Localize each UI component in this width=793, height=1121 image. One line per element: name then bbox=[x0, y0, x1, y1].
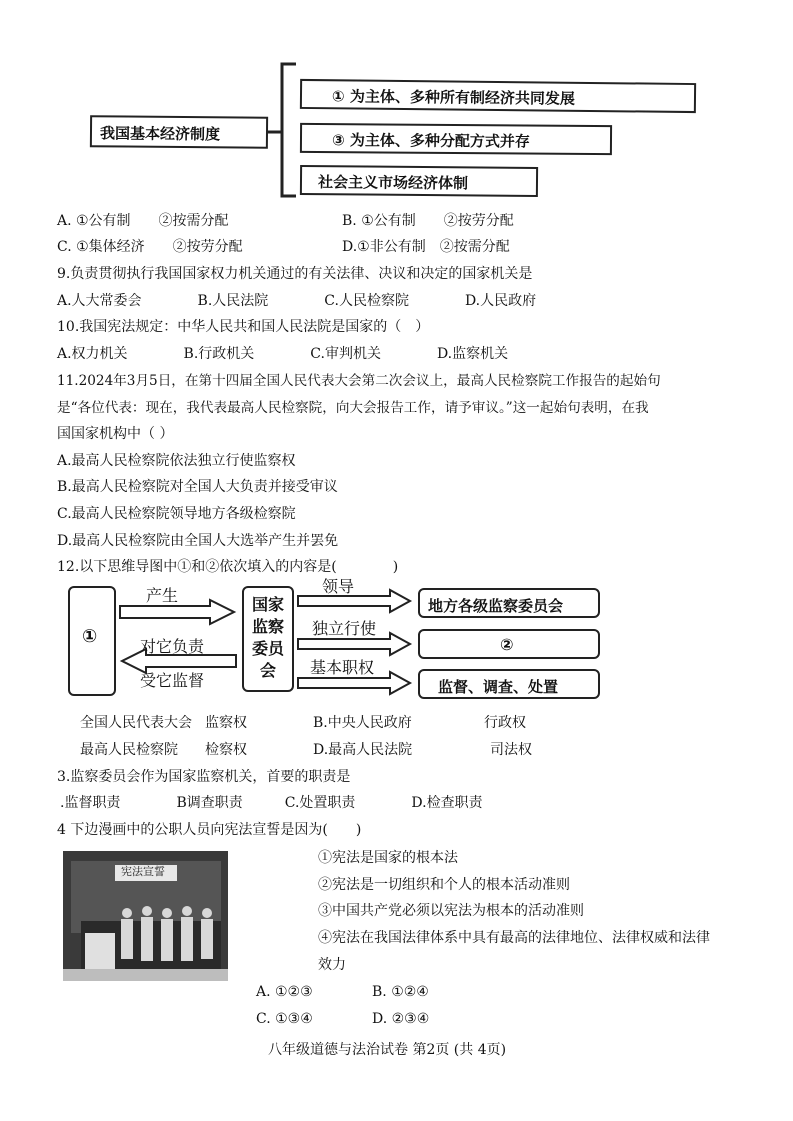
oath-banner-text: 宪法宣誓 bbox=[121, 865, 165, 878]
q13-options: .监督职责 B调查职责 C.处置职责 D.检查职责 bbox=[60, 795, 483, 811]
q12-option-d-power: 司法权 bbox=[490, 742, 532, 758]
mindmap-center-line-3: 委员 bbox=[251, 639, 284, 658]
mindmap-center-line-2: 监察 bbox=[251, 617, 284, 636]
q10-options: A.权力机关 B.行政机关 C.审判机关 D.监察机关 bbox=[57, 346, 509, 362]
q12-option-d-text: D.最高人民法院 bbox=[313, 742, 413, 758]
q14-statement-2: ②宪法是一切组织和个人的根本活动准则 bbox=[318, 877, 570, 893]
q13-stem: 3.监察委员会作为国家监察机关，首要的职责是 bbox=[57, 769, 351, 785]
q12-option-b-power: 行政权 bbox=[484, 715, 526, 731]
q12-option-b-text: B.中央人民政府 bbox=[313, 715, 412, 731]
q14-statement-4: ④宪法在我国法律体系中具有最高的法律地位、法律权威和法律 bbox=[318, 930, 710, 946]
arrow-lead-label: 领导 bbox=[322, 577, 355, 596]
q12-option-c-power: 检察权 bbox=[205, 742, 247, 758]
arrow-responsible-label: 对它负责 bbox=[140, 637, 205, 656]
diagram-root-label: 我国基本经济制度 bbox=[99, 124, 221, 144]
oath-cartoon-image bbox=[63, 851, 228, 981]
q14-option-d: D. ②③④ bbox=[372, 1011, 430, 1027]
q11-stem-line-3: 国国家机构中（ ） bbox=[57, 426, 174, 442]
mindmap-right-box-1 bbox=[418, 588, 600, 618]
arrow-produce-label: 产生 bbox=[146, 586, 179, 605]
diagram-branch-label-3: 社会主义市场经济体制 bbox=[317, 173, 469, 193]
q11-option-b: B.最高人民检察院对全国人大负责并接受审议 bbox=[57, 479, 338, 495]
arrow-independent-label: 独立行使 bbox=[312, 619, 377, 638]
q8-option-a: A. ①公有制 ②按需分配 bbox=[57, 213, 229, 229]
q8-option-d: D.①非公有制 ②按需分配 bbox=[342, 239, 510, 255]
mindmap-right-label-3: 监督、调查、处置 bbox=[438, 678, 559, 696]
mindmap-right-box-3 bbox=[418, 669, 600, 699]
q10-stem: 10.我国宪法规定：中华人民共和国人民法院是国家的（ ） bbox=[57, 319, 430, 335]
q11-stem-line-2: 是“各位代表：现在，我代表最高人民检察院，向大会报告工作，请予审议。”这一起始句表明，在我 bbox=[57, 400, 649, 416]
q12-stem: 12.以下思维导图中①和②依次填入的内容是( ) bbox=[57, 559, 399, 575]
mindmap-right-label-2: ② bbox=[500, 635, 514, 654]
q12-option-c-text: 最高人民检察院 bbox=[80, 742, 178, 758]
mindmap-center-line-1: 国家 bbox=[251, 595, 284, 614]
q12-option-a-power: 监察权 bbox=[205, 715, 247, 731]
q14-option-a: A. ①②③ bbox=[256, 984, 313, 1000]
q9-stem: 9.负责贯彻执行我国国家权力机关通过的有关法律、决议和决定的国家机关是 bbox=[57, 266, 533, 282]
q14-statement-3: ③中国共产党必须以宪法为根本的活动准则 bbox=[318, 903, 584, 919]
q14-statement-4-cont: 效力 bbox=[318, 957, 346, 973]
mindmap-left-label: ① bbox=[82, 626, 98, 647]
mindmap-right-label-1: 地方各级监察委员会 bbox=[428, 597, 564, 615]
q8-option-c: C. ①集体经济 ②按劳分配 bbox=[57, 239, 243, 255]
diagram-branch-label-1: ① 为主体、多种所有制经济共同发展 bbox=[331, 87, 576, 108]
q11-option-c: C.最高人民检察院领导地方各级检察院 bbox=[57, 506, 296, 522]
mindmap-center-line-4: 会 bbox=[259, 661, 276, 680]
q11-option-d: D.最高人民检察院由全国人大选举产生并罢免 bbox=[57, 533, 339, 549]
q14-statement-1: ①宪法是国家的根本法 bbox=[318, 850, 458, 866]
q14-option-b: B. ①②④ bbox=[372, 984, 429, 1000]
q11-option-a: A.最高人民检察院依法独立行使监察权 bbox=[57, 453, 296, 469]
q12-option-a-text: 全国人民代表大会 bbox=[80, 715, 192, 731]
q14-stem: 4 下边漫画中的公职人员向宪法宣誓是因为( ) bbox=[57, 822, 362, 838]
q11-stem-line-1: 11.2024年3月5日，在第十四届全国人民代表大会第二次会议上，最高人民检察院工作报告的起始句 bbox=[57, 373, 661, 389]
mindmap-right-box-2 bbox=[418, 629, 600, 659]
q9-options: A.人大常委会 B.人民法院 C.人民检察院 D.人民政府 bbox=[57, 293, 537, 309]
arrow-duty-label: 基本职权 bbox=[310, 658, 375, 677]
q8-option-b: B. ①公有制 ②按劳分配 bbox=[342, 213, 514, 229]
q14-option-c: C. ①③④ bbox=[256, 1011, 313, 1027]
arrow-supervised-label: 受它监督 bbox=[140, 671, 205, 690]
diagram-branch-label-2: ③ 为主体、多种分配方式并存 bbox=[331, 131, 530, 151]
page-footer: 八年级道德与法治试卷 第2页 (共 4页) bbox=[268, 1042, 507, 1058]
